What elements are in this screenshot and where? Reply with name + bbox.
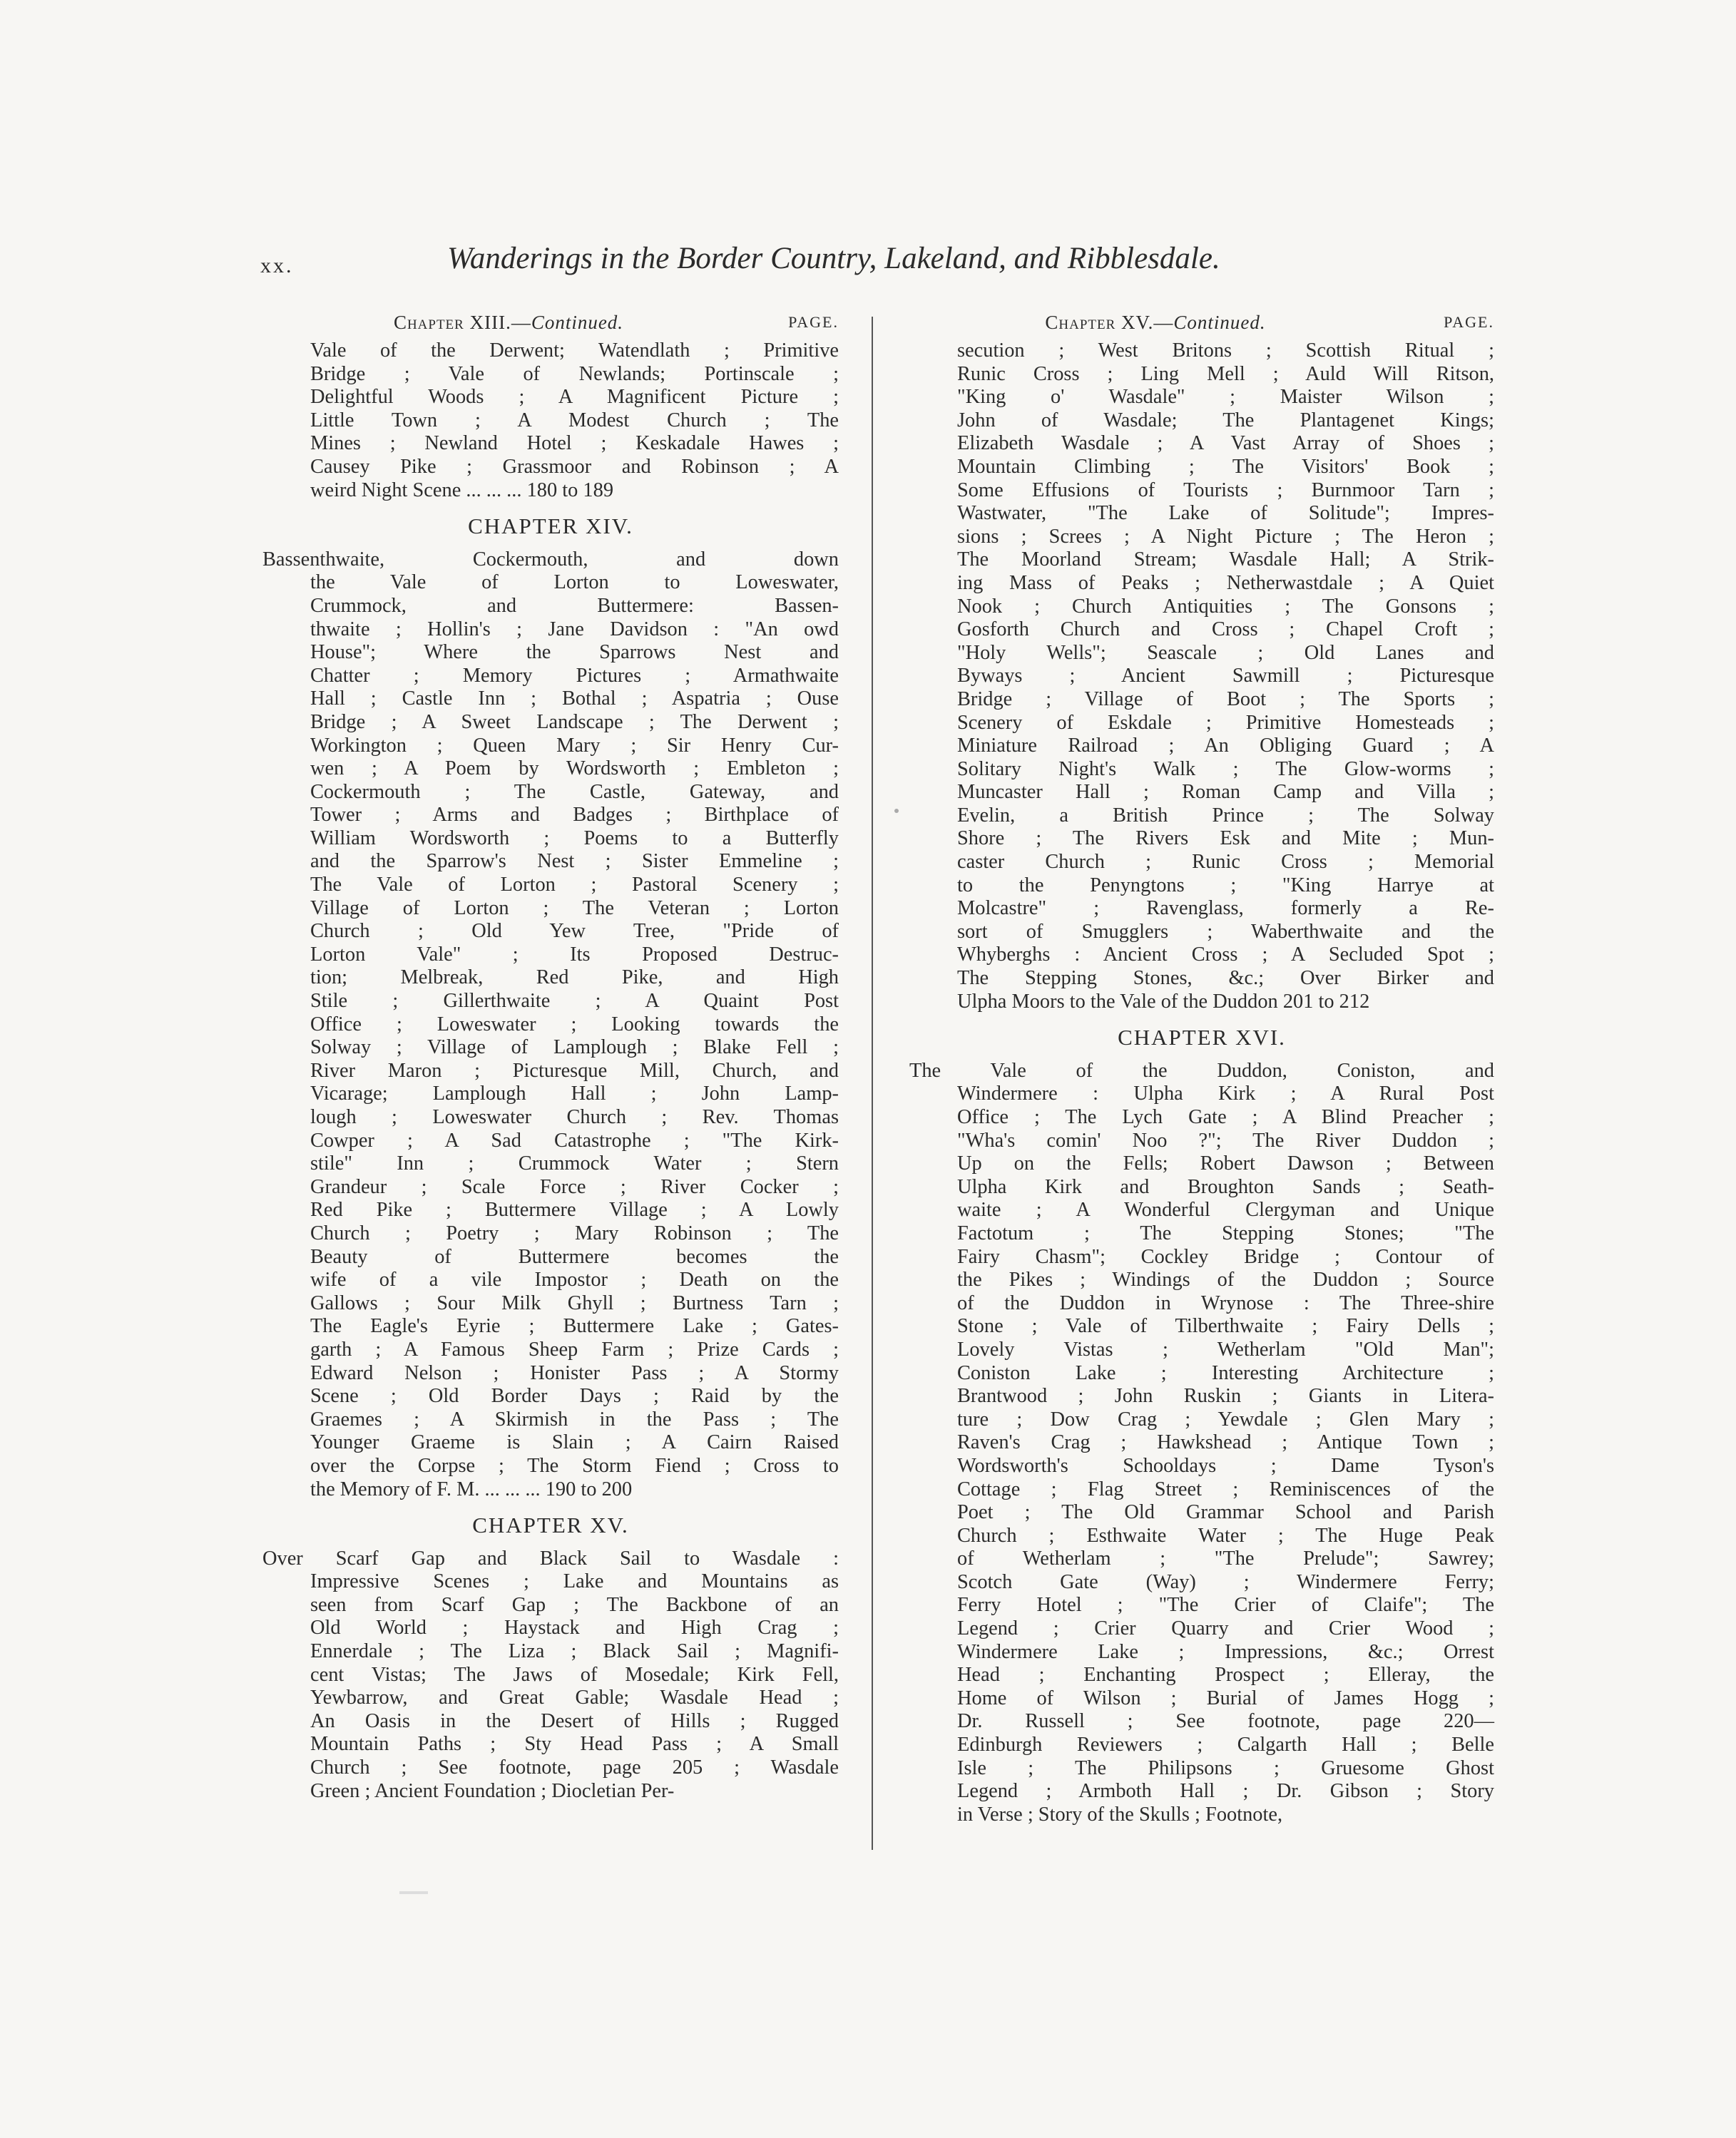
- chapter-15-continued-entries: [909, 339, 1494, 1013]
- toc-line: Church ; Old Yew Tree, "Pride of: [310, 920, 839, 943]
- toc-line: Muncaster Hall ; Roman Camp and Villa ;: [957, 781, 1494, 804]
- toc-line: Little Town ; A Modest Church ; The: [310, 409, 839, 431]
- toc-line: Windermere Lake ; Impressions, &c.; Orrest: [957, 1640, 1494, 1663]
- toc-line: Office ; The Lych Gate ; A Blind Preacher ;: [957, 1106, 1494, 1128]
- toc-line: Stile ; Gillerthwaite ; A Quaint Post: [310, 990, 839, 1013]
- toc-line: Legend ; Armboth Hall ; Dr. Gibson ; Story: [957, 1780, 1494, 1803]
- toc-line: Up on the Fells; Robert Dawson ; Between: [957, 1152, 1494, 1175]
- continued-word: Continued.: [1173, 312, 1266, 333]
- toc-line: Edward Nelson ; Honister Pass ; A Stormy: [310, 1361, 839, 1384]
- toc-line: secution ; West Britons ; Scottish Ritual ;: [957, 339, 1494, 362]
- toc-line: Lovely Vistas ; Wetherlam "Old Man";: [957, 1338, 1494, 1361]
- toc-line: Coniston Lake ; Interesting Architecture ;: [957, 1361, 1494, 1384]
- toc-line: Runic Cross ; Ling Mell ; Auld Will Ritson,: [957, 362, 1494, 385]
- toc-line: "Wha's comin' Noo ?"; The River Duddon ;: [957, 1129, 1494, 1152]
- toc-line: Head ; Enchanting Prospect ; Elleray, the: [957, 1664, 1494, 1687]
- toc-line: John of Wasdale; The Plantagenet Kings;: [957, 409, 1494, 431]
- left-column: [262, 311, 839, 1803]
- toc-line: Gosforth Church and Cross ; Chapel Croft ;: [957, 618, 1494, 641]
- toc-line: Whyberghs : Ancient Cross ; A Secluded Spot ;: [957, 943, 1494, 966]
- toc-line: Edinburgh Reviewers ; Calgarth Hall ; Belle: [957, 1734, 1494, 1756]
- toc-line: ture ; Dow Crag ; Yewdale ; Glen Mary ;: [957, 1408, 1494, 1431]
- toc-line: weird Night Scene ... ... ... 180 to 189: [310, 479, 614, 501]
- toc-line: Bridge ; A Sweet Landscape ; The Derwent ;: [310, 710, 839, 733]
- toc-line: Ulpha Moors to the Vale of the Duddon 201 to 212: [957, 990, 1370, 1013]
- toc-line: Village of Lorton ; The Veteran ; Lorton: [310, 896, 839, 919]
- toc-line: Cockermouth ; The Castle, Gateway, and: [310, 780, 839, 803]
- toc-line: Over Scarf Gap and Black Sail to Wasdale :: [262, 1547, 839, 1570]
- toc-line: Younger Graeme is Slain ; A Cairn Raised: [310, 1431, 839, 1454]
- toc-line: Ferry Hotel ; "The Crier of Claife"; The: [957, 1594, 1494, 1617]
- toc-line: The Stepping Stones, &c.; Over Birker and: [957, 967, 1494, 990]
- toc-line: sort of Smugglers ; Waberthwaite and the: [957, 920, 1494, 943]
- running-title: Wanderings in the Border Country, Lakeland, and Ribblesdale.: [447, 242, 1220, 275]
- toc-line: Molcastre" ; Ravenglass, formerly a Re-: [957, 897, 1494, 920]
- right-column: [909, 311, 1494, 1826]
- toc-line: Mountain Climbing ; The Visitors' Book ;: [957, 455, 1494, 478]
- toc-line: Old World ; Haystack and High Crag ;: [310, 1617, 839, 1640]
- toc-line: Ulpha Kirk and Broughton Sands ; Seath-: [957, 1175, 1494, 1198]
- toc-line: Church ; Esthwaite Water ; The Huge Peak: [957, 1524, 1494, 1547]
- page-column-label: PAGE.: [788, 313, 839, 331]
- toc-line: Graemes ; A Skirmish in the Pass ; The: [310, 1408, 839, 1431]
- toc-line: sions ; Screes ; A Night Picture ; The Heron ;: [957, 525, 1494, 548]
- toc-line: The Moorland Stream; Wasdale Hall; A Strik-: [957, 548, 1494, 571]
- toc-line: Bridge ; Vale of Newlands; Portinscale ;: [310, 362, 839, 385]
- chapter-14-title: CHAPTER XIV.: [468, 513, 633, 539]
- toc-line: Vicarage; Lamplough Hall ; John Lamp-: [310, 1083, 839, 1105]
- toc-line: Factotum ; The Stepping Stones; "The: [957, 1222, 1494, 1244]
- toc-line: the Pikes ; Windings of the Duddon ; Source: [957, 1269, 1494, 1292]
- toc-line: Mines ; Newland Hotel ; Keskadale Hawes ;: [310, 432, 839, 455]
- toc-line: Gallows ; Sour Milk Ghyll ; Burtness Tarn ;: [310, 1292, 839, 1314]
- toc-line: Yewbarrow, and Great Gable; Wasdale Head ;: [310, 1687, 839, 1709]
- chapter-16-title: CHAPTER XVI.: [1118, 1025, 1286, 1050]
- toc-line: in Verse ; Story of the Skulls ; Footnote,: [957, 1803, 1283, 1826]
- toc-line: Grandeur ; Scale Force ; River Cocker ;: [310, 1175, 839, 1198]
- print-speck: [399, 1891, 428, 1894]
- toc-line: Miniature Railroad ; An Obliging Guard ; A: [957, 735, 1494, 757]
- toc-line: wen ; A Poem by Wordsworth ; Embleton ;: [310, 757, 839, 780]
- toc-line: Red Pike ; Buttermere Village ; A Lowly: [310, 1199, 839, 1222]
- toc-line: Vale of the Derwent; Watendlath ; Primitive: [310, 339, 839, 362]
- toc-line: cent Vistas; The Jaws of Mosedale; Kirk Fell,: [310, 1663, 839, 1686]
- toc-line: Scene ; Old Border Days ; Raid by the: [310, 1385, 839, 1408]
- page-column-label: PAGE.: [1444, 313, 1494, 331]
- toc-line: Scotch Gate (Way) ; Windermere Ferry;: [957, 1570, 1494, 1593]
- toc-line: tion; Melbreak, Red Pike, and High: [310, 966, 839, 989]
- toc-line: waite ; A Wonderful Clergyman and Unique: [957, 1199, 1494, 1222]
- toc-line: Delightful Woods ; A Magnificent Picture ;: [310, 386, 839, 409]
- toc-line: over the Corpse ; The Storm Fiend ; Cross to: [310, 1454, 839, 1477]
- toc-line: River Maron ; Picturesque Mill, Church, and: [310, 1059, 839, 1082]
- print-speck: [894, 809, 899, 813]
- toc-line: Hall ; Castle Inn ; Bothal ; Aspatria ; Ouse: [310, 687, 839, 710]
- toc-line: Bridge ; Village of Boot ; The Sports ;: [957, 687, 1494, 710]
- toc-line: Shore ; The Rivers Esk and Mite ; Mun-: [957, 827, 1494, 850]
- continued-heading: Chapter XIII.—Continued. PAGE.: [393, 312, 839, 333]
- toc-line: of Wetherlam ; "The Prelude"; Sawrey;: [957, 1548, 1494, 1570]
- toc-line: Ennerdale ; The Liza ; Black Sail ; Magnifi-: [310, 1640, 839, 1663]
- toc-line: Crummock, and Buttermere: Bassen-: [310, 594, 839, 617]
- toc-line: Cowper ; A Sad Catastrophe ; "The Kirk-: [310, 1129, 839, 1152]
- toc-line: Poet ; The Old Grammar School and Parish: [957, 1501, 1494, 1524]
- toc-line: ing Mass of Peaks ; Netherwastdale ; A Quiet: [957, 571, 1494, 594]
- toc-line: Elizabeth Wasdale ; A Vast Array of Shoes ;: [957, 432, 1494, 455]
- toc-line: Church ; See footnote, page 205 ; Wasdale: [310, 1756, 839, 1779]
- toc-line: Isle ; The Philipsons ; Gruesome Ghost: [957, 1756, 1494, 1779]
- toc-line: Solway ; Village of Lamplough ; Blake Fell ;: [310, 1036, 839, 1059]
- toc-line: and the Sparrow's Nest ; Sister Emmeline ;: [310, 850, 839, 873]
- toc-line: Home of Wilson ; Burial of James Hogg ;: [957, 1687, 1494, 1709]
- toc-line: Evelin, a British Prince ; The Solway: [957, 804, 1494, 827]
- toc-line: of the Duddon in Wrynose : The Three-shire: [957, 1292, 1494, 1314]
- toc-line: stile" Inn ; Crummock Water ; Stern: [310, 1152, 839, 1175]
- toc-line: the Memory of F. M. ... ... ... 190 to 200: [310, 1478, 633, 1500]
- toc-line: "Holy Wells"; Seascale ; Old Lanes and: [957, 641, 1494, 664]
- toc-line: An Oasis in the Desert of Hills ; Rugged: [310, 1709, 839, 1732]
- toc-line: garth ; A Famous Sheep Farm ; Prize Cards ;: [310, 1338, 839, 1361]
- toc-line: Stone ; Vale of Tilberthwaite ; Fairy Dells ;: [957, 1315, 1494, 1338]
- toc-line: Nook ; Church Antiquities ; The Gonsons ;: [957, 595, 1494, 618]
- toc-line: Cottage ; Flag Street ; Reminiscences of the: [957, 1478, 1494, 1500]
- continued-heading: Chapter XV.—Continued. PAGE.: [1045, 312, 1494, 333]
- chapter-15-title: CHAPTER XV.: [472, 1513, 629, 1538]
- toc-line: lough ; Loweswater Church ; Rev. Thomas: [310, 1106, 839, 1128]
- toc-line: Church ; Poetry ; Mary Robinson ; The: [310, 1222, 839, 1244]
- toc-line: Solitary Night's Walk ; The Glow-worms ;: [957, 757, 1494, 780]
- chapter-14-entries: [262, 548, 839, 1501]
- continued-chapter: Chapter XV.: [1045, 312, 1154, 333]
- toc-line: Chatter ; Memory Pictures ; Armathwaite: [310, 664, 839, 687]
- toc-line: Fairy Chasm"; Cockley Bridge ; Contour of: [957, 1245, 1494, 1268]
- toc-line: Impressive Scenes ; Lake and Mountains as: [310, 1570, 839, 1593]
- continued-chapter: Chapter XIII.: [393, 312, 511, 333]
- toc-line: Workington ; Queen Mary ; Sir Henry Cur-: [310, 734, 839, 757]
- toc-line: Green ; Ancient Foundation ; Diocletian Per-: [310, 1779, 675, 1802]
- toc-line: Beauty of Buttermere becomes the: [310, 1245, 839, 1268]
- toc-line: wife of a vile Impostor ; Death on the: [310, 1269, 839, 1292]
- toc-line: Mountain Paths ; Sty Head Pass ; A Small: [310, 1733, 839, 1756]
- toc-line: Scenery of Eskdale ; Primitive Homesteads ;: [957, 711, 1494, 734]
- page-number: xx.: [260, 254, 294, 277]
- column-divider: [872, 317, 873, 1850]
- chapter-13-entries: [262, 339, 839, 502]
- toc-line: Legend ; Crier Quarry and Crier Wood ;: [957, 1617, 1494, 1640]
- toc-line: House"; Where the Sparrows Nest and: [310, 641, 839, 664]
- toc-line: Brantwood ; John Ruskin ; Giants in Litera-: [957, 1385, 1494, 1408]
- toc-line: Dr. Russell ; See footnote, page 220—: [957, 1710, 1494, 1733]
- toc-line: Bassenthwaite, Cockermouth, and down: [262, 548, 839, 571]
- toc-line: Lorton Vale" ; Its Proposed Destruc-: [310, 943, 839, 966]
- chapter-16-entries: [909, 1060, 1494, 1827]
- page-header: [260, 241, 1330, 284]
- toc-line: Some Effusions of Tourists ; Burnmoor Tarn ;: [957, 479, 1494, 501]
- continued-word: Continued.: [531, 312, 624, 333]
- toc-line: Causey Pike ; Grassmoor and Robinson ; A: [310, 455, 839, 478]
- toc-line: William Wordsworth ; Poems to a Butterfly: [310, 827, 839, 849]
- toc-line: "King o' Wasdale" ; Maister Wilson ;: [957, 386, 1494, 409]
- toc-line: Tower ; Arms and Badges ; Birthplace of: [310, 804, 839, 827]
- toc-line: seen from Scarf Gap ; The Backbone of an: [310, 1593, 839, 1616]
- toc-line: The Eagle's Eyrie ; Buttermere Lake ; Gates-: [310, 1315, 839, 1338]
- toc-line: Windermere : Ulpha Kirk ; A Rural Post: [957, 1083, 1494, 1105]
- chapter-15-entries: [262, 1548, 839, 1804]
- toc-line: the Vale of Lorton to Loweswater,: [310, 571, 839, 594]
- toc-line: thwaite ; Hollin's ; Jane Davidson : "An owd: [310, 618, 839, 640]
- toc-line: Wordsworth's Schooldays ; Dame Tyson's: [957, 1454, 1494, 1477]
- toc-line: Raven's Crag ; Hawkshead ; Antique Town ;: [957, 1431, 1494, 1454]
- toc-line: The Vale of Lorton ; Pastoral Scenery ;: [310, 874, 839, 896]
- toc-line: to the Penyngtons ; "King Harrye at: [957, 874, 1494, 896]
- toc-line: Wastwater, "The Lake of Solitude"; Impres-: [957, 502, 1494, 525]
- toc-line: Byways ; Ancient Sawmill ; Picturesque: [957, 665, 1494, 687]
- toc-line: The Vale of the Duddon, Coniston, and: [909, 1059, 1494, 1082]
- toc-line: caster Church ; Runic Cross ; Memorial: [957, 851, 1494, 874]
- toc-line: Office ; Loweswater ; Looking towards the: [310, 1013, 839, 1035]
